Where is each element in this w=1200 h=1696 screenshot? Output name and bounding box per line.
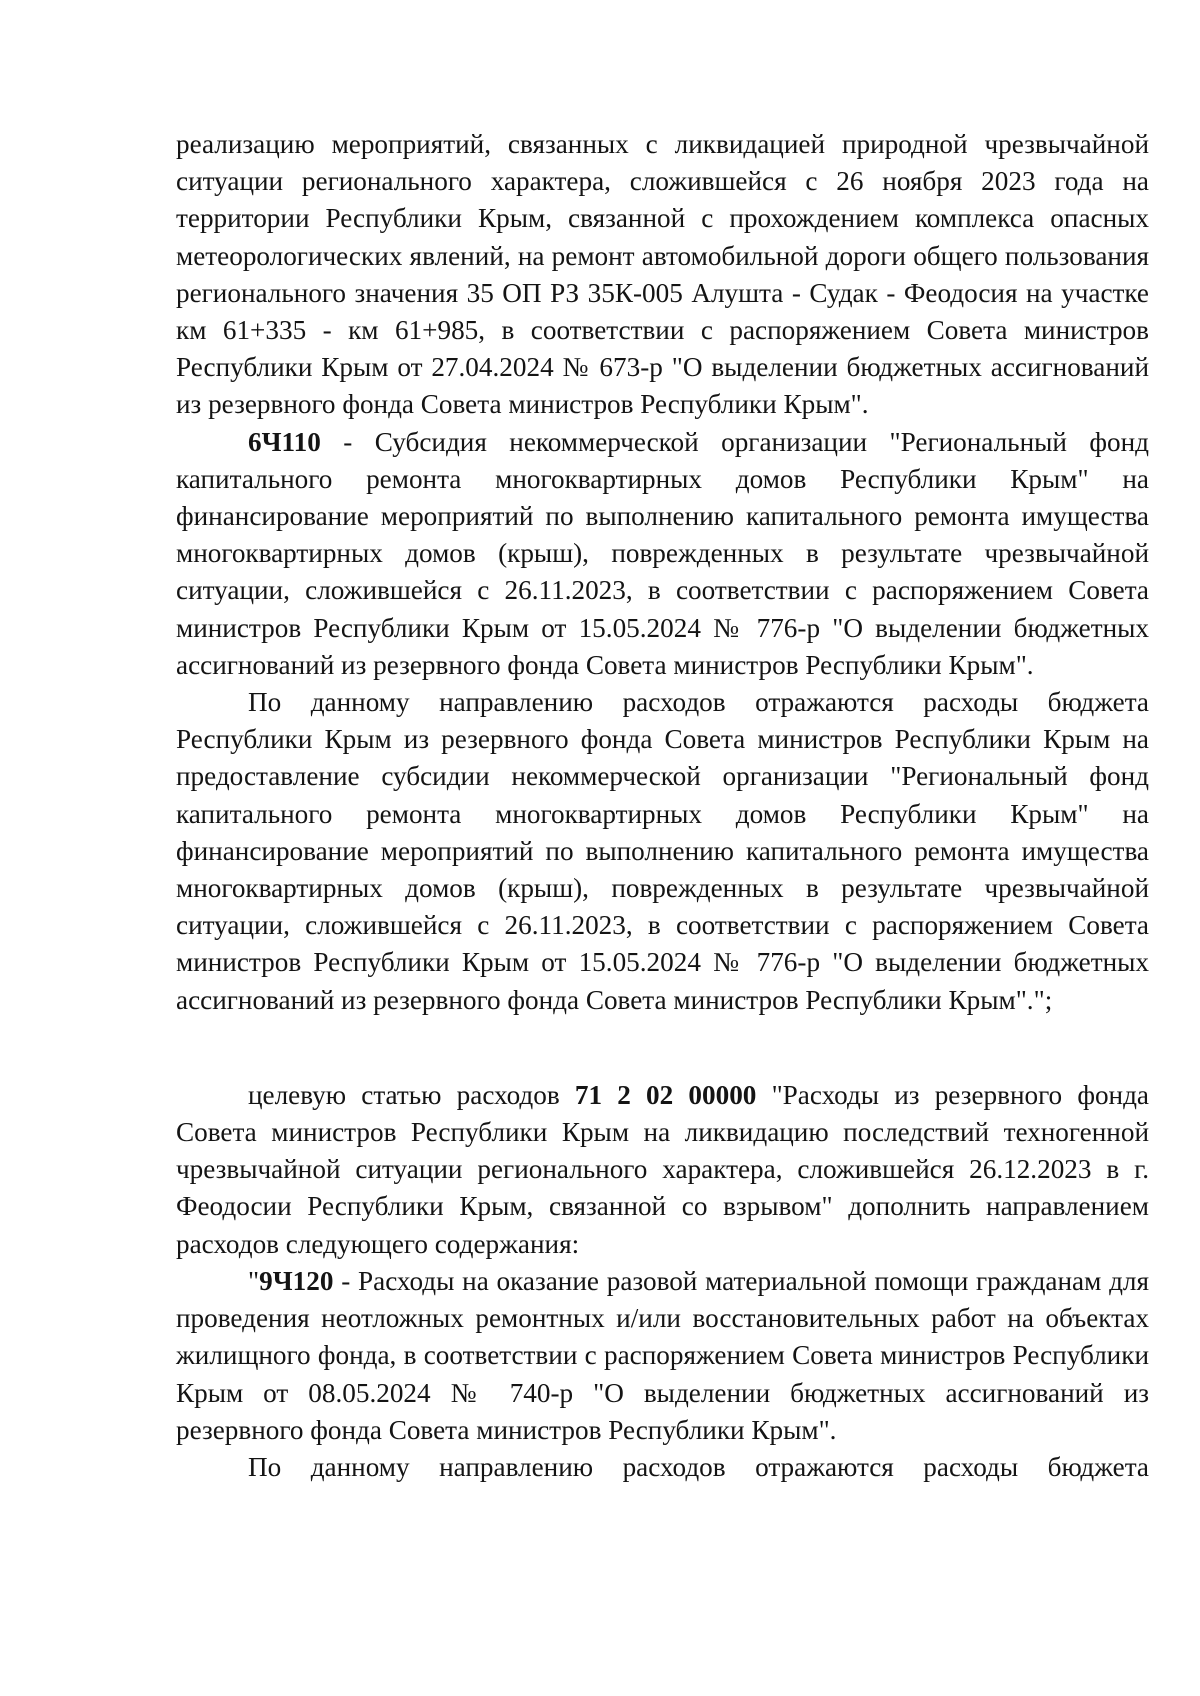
paragraph-expense-description-2: По данному направлению расходов отражаются расходы бюджета (248, 1451, 1149, 1482)
opening-quote: " (248, 1265, 260, 1296)
paragraph-expense-description-1: По данному направлению расходов отражаются расходы бюджета Республики Крым из резервного фонда Совета министров Республики Крым на предоставление субсидии некоммерческой организации "Региональный фонд капитального ремонта многоквартирных домов Республики Крым" на финансирование мероприятий по выполнению капитального ремонта имущества многоквартирных домов (крыш), поврежденных в результате чрезвычайной ситуации, сложившейся с 26.11.2023, в соответствии с распоряжением Совета министров Республики Крым от 15.05.2024 № 776-р "О выделении бюджетных ассигнований из резервного фонда Совета министров Республики Крым"."; (176, 687, 1149, 1015)
paragraph-target-article (176, 1077, 1149, 1263)
paragraph-text: - Субсидия некоммерческой организации "Региональный фонд капитального ремонта многоквартирных домов Республики Крым" на финансирование мероприятий по выполнению капитального ремонта имущества многоквартирных домов (крыш), поврежденных в результате чрезвычайной ситуации, сложившейся с 26.11.2023, в соответствии с распоряжением Совета министров Республики Крым от 15.05.2024 № 776-р "О выделении бюджетных ассигнований из резервного фонда Совета министров Республики Крым". (176, 426, 1149, 680)
target-article-code: 71 2 02 00000 (574, 1079, 757, 1110)
paragraph-6ch110 (176, 424, 1149, 684)
paragraph-text: "Расходы из резервного фонда Совета министров Республики Крым на ликвидацию последствий техногенной чрезвычайной ситуации регионального характера, сложившейся 26.12.2023 в г. Феодосии Республики Крым, связанной со взрывом" дополнить направлением расходов следующего содержания: (176, 1079, 1149, 1259)
expense-code: 9Ч120 (259, 1265, 334, 1296)
paragraph-text: - Расходы на оказание разовой материальной помощи гражданам для проведения неотложных ремонтных и/или восстановительных работ на объектах жилищного фонда, в соответствии с распоряжением Совета министров Республики Крым от 08.05.2024 № 740-р "О выделении бюджетных ассигнований из резервного фонда Совета министров Республики Крым". (176, 1265, 1149, 1445)
paragraph-gap (176, 1019, 1149, 1077)
expense-code: 6Ч110 (248, 426, 321, 457)
document-page (176, 126, 1149, 1486)
paragraph-text-before: целевую статью расходов (248, 1079, 575, 1110)
paragraph-1-continuation: реализацию мероприятий, связанных с ликвидацией природной чрезвычайной ситуации регионального характера, сложившейся с 26 ноября 2023 года на территории Республики Крым, связанной с прохождением комплекса опасных метеорологических явлений, на ремонт автомобильной дороги общего пользования регионального значения 35 ОП РЗ 35К-005 Алушта - Судак - Феодосия на участке км 61+335 - км 61+985, в соответствии с распоряжением Совета министров Республики Крым от 27.04.2024 № 673-р "О выделении бюджетных ассигнований из резервного фонда Совета министров Республики Крым". (176, 129, 1149, 420)
paragraph-9ch120 (176, 1263, 1149, 1449)
